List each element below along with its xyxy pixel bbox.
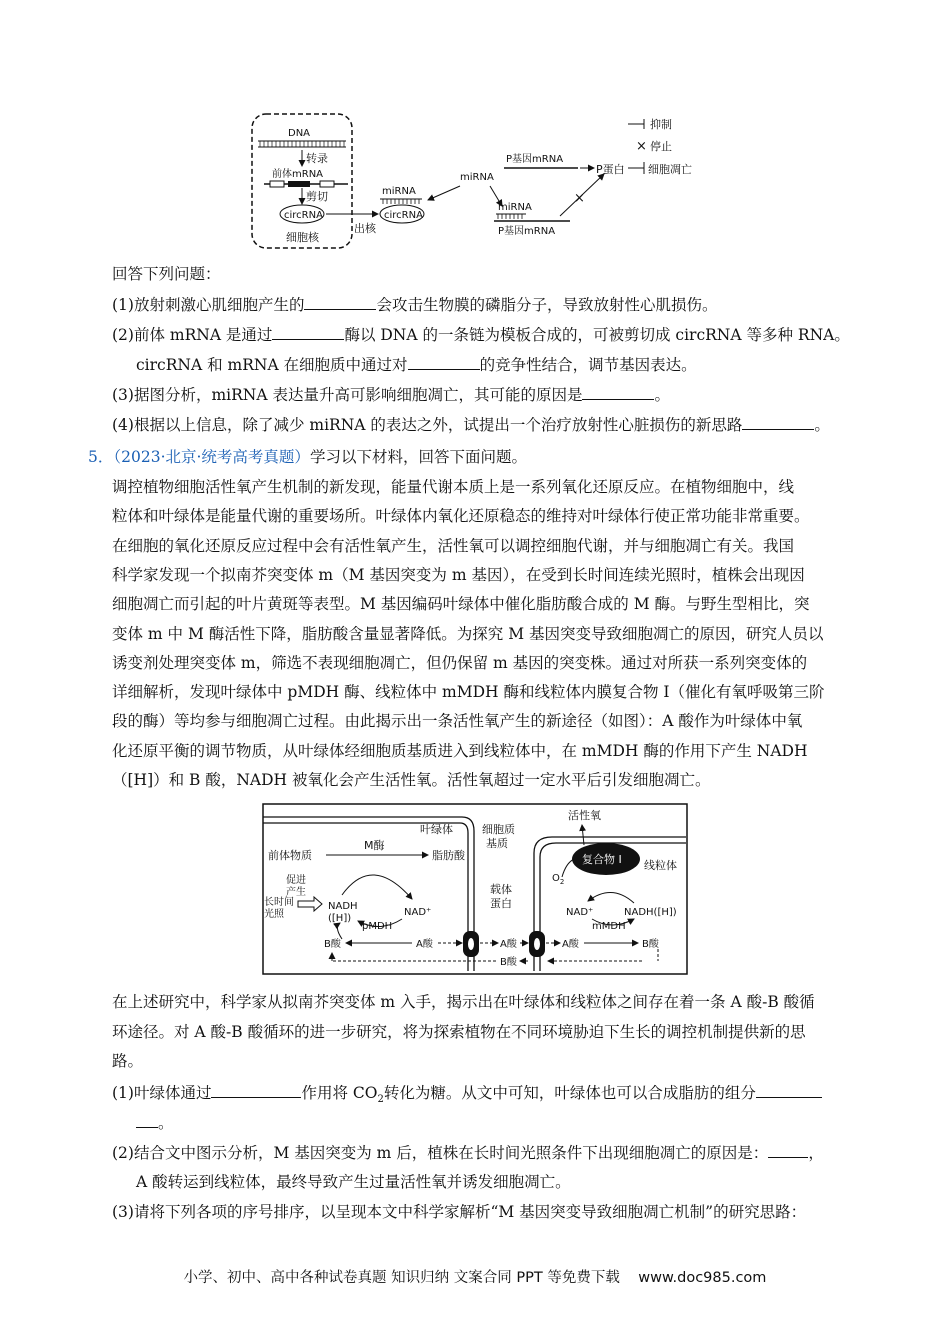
- a-acid-label-chloro: A酸: [416, 939, 433, 950]
- passage-line: 环途径。对 A 酸-B 酸循环的进一步研究，将为探索植物在不同环境胁迫下生长的调控机制提供新的思: [112, 1022, 806, 1041]
- passage-line: 变体 m 中 M 酶活性下降，脂肪酸含量显著降低。为探究 M 基因突变导致细胞凋亡的原因，研究人员以: [112, 624, 824, 643]
- mirna-label-pmrna: miRNA: [498, 202, 532, 213]
- mirna-strand-bound: [380, 199, 422, 204]
- cytosol-label-1: 细胞质: [482, 823, 515, 836]
- promote-label-1: 促进: [286, 875, 306, 886]
- pre-mrna-label: 前体mRNA: [272, 169, 324, 180]
- q4-sub1: (1)放射刺激心肌细胞产生的 会攻击生物膜的磷脂分子，导致放射性心肌损伤。: [112, 296, 718, 314]
- passage-line: 在上述研究中，科学家从拟南芥突变体 m 入手，揭示出在叶绿体和线粒体之间存在着一条 A 酸-B 酸循: [112, 993, 815, 1011]
- legend-inhibit: 抑制: [650, 118, 672, 131]
- passage-line: 诱变剂处理突变体 m，筛选不表现细胞凋亡，但仍保留 m 基因的突变株。通过对所获一系列突变体的: [112, 653, 808, 672]
- answer-blank[interactable]: [408, 354, 480, 370]
- passage-line: 路。: [112, 1052, 144, 1070]
- dna-strand: [258, 141, 346, 147]
- transcribe-label: 转录: [306, 152, 328, 165]
- q4-sub4: (4)根据以上信息，除了减少 miRNA 的表达之外，试提出一个治疗放射性心脏损伤的新思路 。: [112, 416, 830, 434]
- dna-label: DNA: [288, 128, 311, 139]
- mirna-label-free: miRNA: [460, 172, 494, 183]
- answer-blank[interactable]: [742, 414, 814, 430]
- q4-sub2-cont: circRNA 和 mRNA 在细胞质中通过对 的竞争性结合，调节基因表达。: [136, 356, 697, 374]
- passage-line: 调控植物细胞活性氧产生机制的新发现，能量代谢本质上是一系列氧化还原反应。在植物细胞中，线: [112, 478, 795, 496]
- nadp-label-mito: NAD⁺: [566, 907, 594, 918]
- h-label-chloro: ([H]): [328, 913, 352, 924]
- circrna-label-nucleus: circRNA: [284, 210, 323, 221]
- o2-label: $O_2$: [552, 873, 565, 886]
- answer-blank[interactable]: [304, 294, 376, 310]
- fatty-acid-label: 脂肪酸: [432, 849, 465, 862]
- nadp-label-chloro: NAD⁺: [404, 907, 432, 918]
- q5-sub1-cont: 。: [136, 1112, 174, 1133]
- ros-label: 活性氧: [568, 809, 601, 822]
- b-acid-label-chloro: B酸: [324, 939, 341, 950]
- legend-stop-icon: ×: [636, 139, 647, 154]
- passage-line: 细胞凋亡而引起的叶片黄斑等表型。M 基因编码叶绿体中催化脂肪酸合成的 M 酶。与野生型相比，突: [112, 595, 810, 614]
- p-mrna-label-top: P基因mRNA: [506, 154, 564, 165]
- mirna-label-bound: miRNA: [382, 186, 416, 197]
- footer: [0, 1266, 950, 1287]
- q5-header: 5．（2023·北京·统考高考真题）学习以下材料，回答下面问题。: [88, 448, 527, 466]
- promote-hollow-arrow: [298, 897, 322, 911]
- a-acid-label-cytosol: A酸: [500, 939, 517, 950]
- b-acid-label-cytosol: B酸: [500, 957, 517, 968]
- question-source: （2023·北京·统考高考真题）: [113, 448, 310, 466]
- passage-line: 在细胞的氧化还原反应过程中会有活性氧产生，活性氧可以调控细胞代谢，并与细胞凋亡有关。我国: [112, 536, 795, 555]
- legend: [628, 117, 672, 154]
- long-light-label-1: 长时间: [264, 897, 294, 908]
- precursor-label: 前体物质: [268, 849, 312, 862]
- q4-sub3: (3)据图分析，miRNA 表达量升高可影响细胞凋亡，其可能的原因是 。: [112, 386, 670, 404]
- mitochondrion-label: 线粒体: [644, 859, 677, 872]
- b-acid-label-mito: B酸: [642, 939, 659, 950]
- a-acid-label-mito: A酸: [562, 939, 579, 950]
- q4-sub2: (2)前体 mRNA 是通过 酶以 DNA 的一条链为模板合成的，可被剪切成 circRNA 等多种 RNA。: [112, 326, 850, 344]
- long-light-label-2: 光照: [264, 909, 284, 920]
- answer-blank[interactable]: [136, 1112, 158, 1128]
- export-label: 出核: [354, 222, 376, 235]
- passage-line: 段的酶）等均参与细胞凋亡过程。由此揭示出一条活性氧产生的新途径（如图）：A 酸作为叶绿体中氧: [112, 712, 803, 731]
- p-mrna-label-bottom: P基因mRNA: [498, 226, 556, 237]
- figure-circrna-mirna: [240, 110, 710, 255]
- q5-sub2: (2)结合文中图示分析，M 基因突变为 m 后，植株在长时间光照条件下出现细胞凋亡的原因是： ，: [112, 1144, 824, 1162]
- q4-intro: 回答下列问题：: [112, 265, 221, 283]
- answer-blank[interactable]: [768, 1142, 808, 1158]
- footer-site[interactable]: www.doc985.com: [638, 1270, 767, 1286]
- p-protein-label: P蛋白: [596, 163, 625, 176]
- passage-line: 粒体和叶绿体是能量代谢的重要场所。叶绿体内氧化还原稳态的维持对叶绿体行使正常功能非常重要。: [112, 507, 810, 526]
- answer-blank[interactable]: [582, 384, 654, 400]
- q5-sub3: (3)请将下列各项的序号排序，以呈现本文中科学家解析“M 基因突变导致细胞凋亡机制”的研究思路：: [112, 1203, 807, 1221]
- splice-label: 剪切: [306, 190, 328, 203]
- legend-stop: 停止: [650, 140, 672, 153]
- q5-sub1: (1)叶绿体通过 作用将 $CO_2$转化为糖。从文中可知，叶绿体也可以合成脂肪的组分: [112, 1082, 822, 1110]
- pre-mrna-strand: [264, 181, 348, 187]
- question-number: 5．: [88, 448, 114, 466]
- pmdh-label: pMDH: [362, 921, 393, 932]
- cytosol-label-2: 基质: [486, 837, 508, 850]
- carrier-label-1: 载体: [490, 883, 512, 896]
- promote-label-2: 产生: [286, 887, 306, 898]
- nadh-label-chloro: NADH: [328, 901, 358, 912]
- passage-line: （[H]）和 B 酸，NADH 被氧化会产生活性氧。活性氧超过一定水平后引发细胞凋亡。: [112, 771, 711, 789]
- passage-line: 详细解析，发现叶绿体中 pMDH 酶、线粒体中 mMDH 酶和线粒体内膜复合物 I（催化有氧呼吸第三阶: [112, 683, 825, 702]
- q5-sub2-cont: A 酸转运到线粒体，最终导致产生过量活性氧并诱发细胞凋亡。: [136, 1173, 571, 1191]
- nucleus-label: 细胞核: [286, 231, 319, 244]
- nadh-label-mito: NADH([H]): [624, 907, 677, 918]
- mirna-strand-pmrna: [496, 214, 526, 219]
- chloroplast-label: 叶绿体: [420, 823, 453, 836]
- apoptosis-label: 细胞凋亡: [648, 163, 692, 176]
- answer-blank[interactable]: [211, 1082, 301, 1098]
- circrna-label-cytoplasm: circRNA: [384, 210, 423, 221]
- stop-cross-icon: ×: [574, 191, 585, 206]
- passage-line: 化还原平衡的调节物质，从叶绿体经细胞质基质进入到线粒体中，在 mMDH 酶的作用下产生 NADH: [112, 741, 808, 760]
- mmdh-label: mMDH: [592, 921, 626, 932]
- complex-i-label: 复合物 I: [582, 853, 622, 866]
- m-enzyme-label: M酶: [364, 839, 385, 852]
- answer-blank[interactable]: [756, 1082, 822, 1098]
- footer-text: 小学、初中、高中各种试卷真题 知识归纳 文案合同 PPT 等免费下载: [183, 1270, 620, 1286]
- passage-line: 科学家发现一个拟南芥突变体 m（M 基因突变为 m 基因），在受到长时间连续光照时，植株会出现因: [112, 565, 805, 584]
- figure-a-b-acid-cycle: [262, 803, 690, 977]
- answer-blank[interactable]: [272, 324, 344, 340]
- carrier-label-2: 蛋白: [490, 897, 512, 910]
